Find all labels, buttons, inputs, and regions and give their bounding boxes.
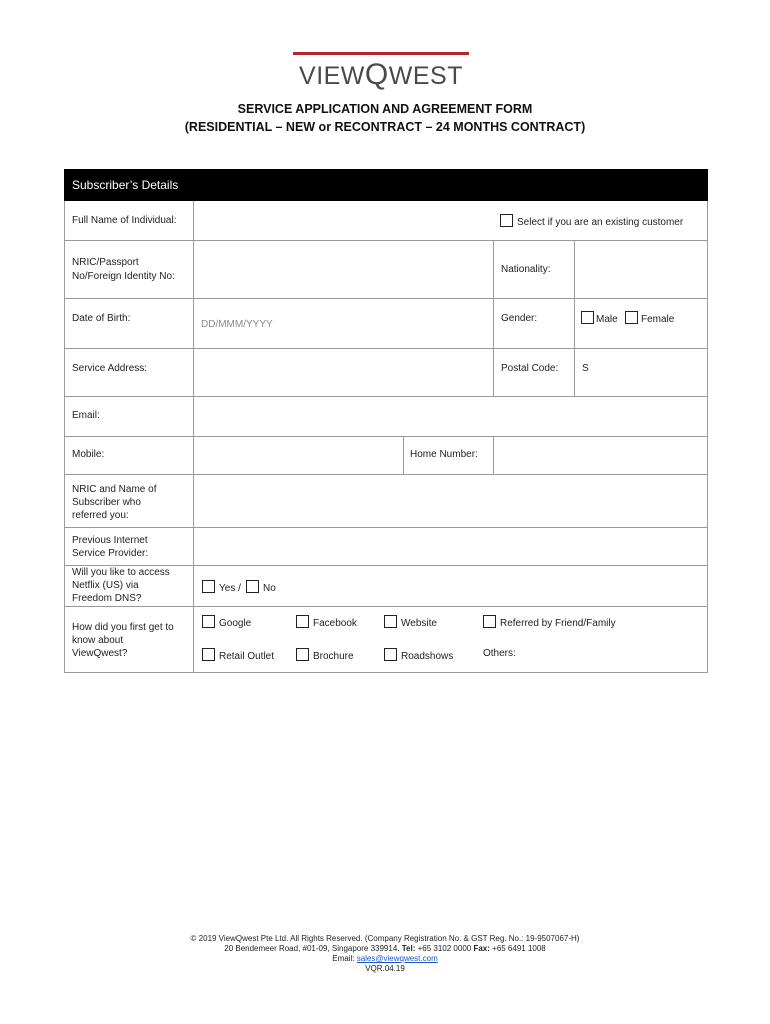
sales-email-link[interactable]: sales@viewqwest.com (356, 954, 438, 963)
facebook-checkbox[interactable]: Facebook (296, 615, 357, 629)
checkbox-icon[interactable] (384, 615, 397, 628)
checkbox-icon[interactable] (625, 311, 638, 324)
female-checkbox[interactable]: Female (625, 311, 674, 325)
logo-wordmark: VIEWQWEST (299, 58, 463, 91)
friend-checkbox[interactable]: Referred by Friend/Family (483, 615, 616, 629)
how-did-you-hear-label: How did you first get to know about ViewQwest? (65, 607, 194, 673)
form-code: VQR.04.19 (365, 964, 405, 973)
nationality-field[interactable] (575, 241, 708, 299)
subscriber-details-table (64, 169, 708, 673)
checkbox-icon[interactable] (202, 648, 215, 661)
gender-field (575, 299, 708, 349)
website-checkbox[interactable]: Website (384, 615, 437, 629)
viewqwest-logo (293, 52, 469, 92)
checkbox-icon[interactable] (296, 615, 309, 628)
brochure-checkbox[interactable]: Brochure (296, 648, 354, 662)
dob-field[interactable]: DD/MMM/YYYY (194, 299, 494, 349)
nric-field[interactable] (194, 241, 494, 299)
form-title: SERVICE APPLICATION AND AGREEMENT FORM (237, 102, 533, 116)
postal-code-field[interactable]: S (575, 349, 708, 397)
retail-outlet-checkbox[interactable]: Retail Outlet (202, 648, 274, 662)
checkbox-icon[interactable] (581, 311, 594, 324)
checkbox-icon[interactable] (202, 580, 215, 593)
dob-label: Date of Birth: (65, 299, 194, 349)
service-address-field[interactable] (194, 349, 494, 397)
referral-field[interactable] (194, 475, 708, 528)
checkbox-icon[interactable] (384, 648, 397, 661)
mobile-field[interactable] (194, 437, 404, 475)
roadshows-checkbox[interactable]: Roadshows (384, 648, 453, 662)
form-subtitle: (RESIDENTIAL – NEW or RECONTRACT – 24 MONTHS CONTRACT) (184, 120, 586, 134)
checkbox-icon[interactable] (202, 615, 215, 628)
email-field[interactable] (194, 397, 708, 437)
postal-code-label: Postal Code: (494, 349, 575, 397)
full-name-label: Full Name of Individual: (65, 201, 194, 241)
yes-checkbox[interactable]: Yes / (202, 580, 241, 594)
service-address-label: Service Address: (65, 349, 194, 397)
home-number-field[interactable] (494, 437, 708, 475)
checkbox-icon[interactable] (500, 214, 513, 227)
full-name-field[interactable] (194, 201, 708, 241)
netflix-options (194, 566, 708, 607)
google-checkbox[interactable]: Google (202, 615, 251, 629)
email-line: Email: sales@viewqwest.com (332, 954, 438, 963)
contact-line: 20 Bendemeer Road, #01-09, Singapore 339914. Tel: +65 3102 0000 Fax: +65 6491 1008 (224, 944, 546, 953)
nationality-label: Nationality: (494, 241, 575, 299)
logo-accent-bar (293, 52, 469, 55)
copyright-line: © 2019 ViewQwest Pte Ltd. All Rights Reserved. (Company Registration No. & GST Reg. No.: 19-9507067-H) (190, 934, 580, 943)
previous-isp-field[interactable] (194, 528, 708, 566)
male-checkbox[interactable]: Male (581, 311, 618, 325)
mobile-label: Mobile: (65, 437, 194, 475)
checkbox-icon[interactable] (483, 615, 496, 628)
email-label: Email: (65, 397, 194, 437)
checkbox-icon[interactable] (296, 648, 309, 661)
section-header: Subscriber’s Details (65, 170, 708, 201)
no-checkbox[interactable]: No (246, 580, 276, 594)
netflix-label: Will you like to access Netflix (US) via Freedom DNS? (65, 566, 194, 607)
home-number-label: Home Number: (404, 437, 494, 475)
others-label: Others: (483, 648, 516, 659)
nric-label: NRIC/Passport No/Foreign Identity No: (65, 241, 194, 299)
source-options (194, 607, 708, 673)
existing-customer-checkbox[interactable]: Select if you are an existing customer (500, 214, 683, 228)
checkbox-icon[interactable] (246, 580, 259, 593)
referral-label: NRIC and Name of Subscriber who referred you: (65, 475, 194, 528)
gender-label: Gender: (494, 299, 575, 349)
previous-isp-label: Previous Internet Service Provider: (65, 528, 194, 566)
